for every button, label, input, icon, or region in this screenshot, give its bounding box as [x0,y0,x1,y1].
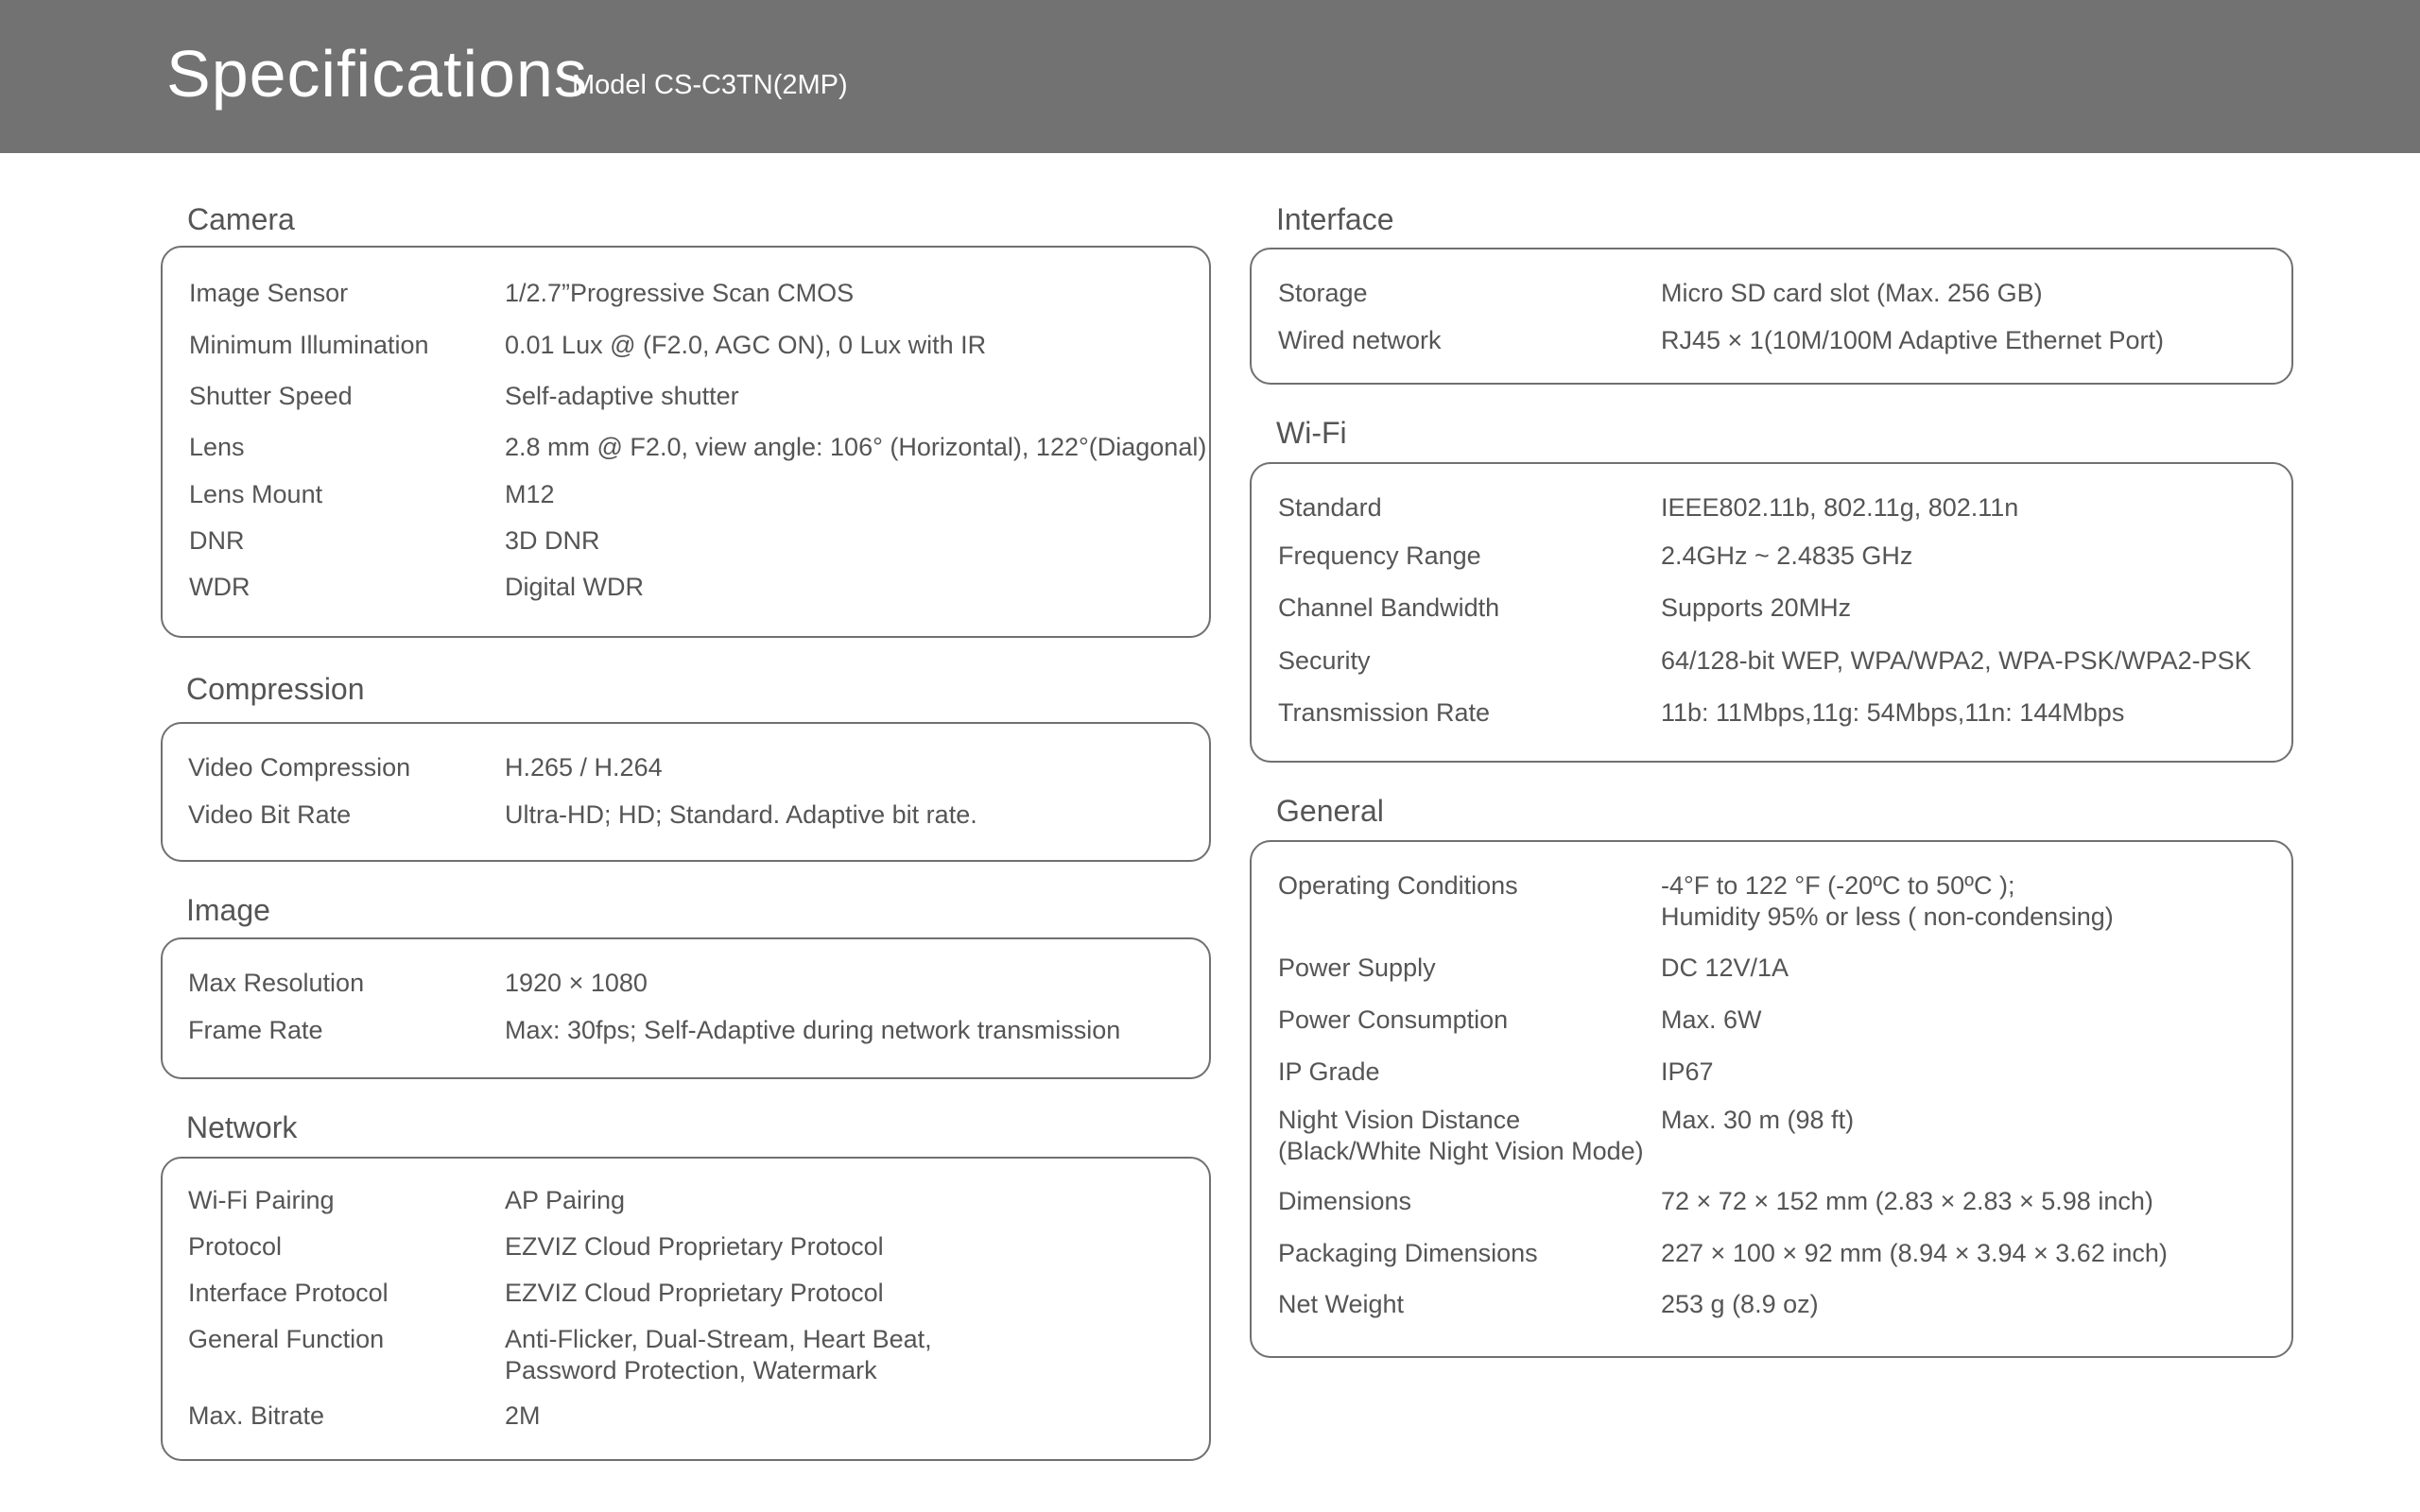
spec-box-general [1250,840,2293,1358]
spec-value: Supports 20MHz [1661,593,1852,622]
header-bar [0,0,2420,153]
spec-label: Video Compression [188,753,411,782]
spec-box-compression [161,722,1211,862]
spec-label: Packaging Dimensions [1278,1239,1538,1267]
spec-box-camera [161,246,1211,638]
spec-label: Storage [1278,279,1368,307]
spec-label: Net Weight [1278,1290,1405,1318]
spec-label: Power Consumption [1278,1005,1509,1034]
spec-box-interface [1250,248,2293,385]
spec-value: Self-adaptive shutter [505,382,739,410]
spec-label: Dimensions [1278,1187,1412,1215]
spec-value: Micro SD card slot (Max. 256 GB) [1661,279,2043,307]
spec-value: 1/2.7”Progressive Scan CMOS [505,279,855,307]
spec-value: M12 [505,480,555,508]
section-title-compression: Compression [186,672,365,706]
section-title-network: Network [186,1110,298,1144]
spec-label: Minimum Illumination [189,331,429,359]
spec-label: Wired network [1278,326,1442,354]
spec-label: Night Vision Distance (Black/White Night Vision Mode) [1278,1106,1644,1165]
spec-label: Video Bit Rate [188,800,352,829]
spec-label: Lens Mount [189,480,323,508]
spec-label: Operating Conditions [1278,871,1518,900]
spec-label: Shutter Speed [189,382,353,410]
spec-value: 253 g (8.9 oz) [1661,1290,1819,1318]
spec-label: IP Grade [1278,1057,1380,1086]
spec-box-network [161,1157,1211,1461]
spec-value: EZVIZ Cloud Proprietary Protocol [505,1279,884,1307]
spec-value: Anti-Flicker, Dual-Stream, Heart Beat, Password Protection, Watermark [505,1325,932,1384]
spec-label: Standard [1278,493,1382,522]
spec-label: Max. Bitrate [188,1401,325,1430]
spec-value: Ultra-HD; HD; Standard. Adaptive bit rate. [505,800,977,829]
spec-value: 2.8 mm @ F2.0, view angle: 106° (Horizontal), 122°(Diagonal) [505,433,1207,461]
spec-value: DC 12V/1A [1661,954,1789,982]
spec-label: Wi-Fi Pairing [188,1186,335,1214]
spec-label: Power Supply [1278,954,1436,982]
spec-value: AP Pairing [505,1186,626,1214]
spec-label: General Function [188,1325,385,1353]
spec-value: 64/128-bit WEP, WPA/WPA2, WPA-PSK/WPA2-PSK [1661,646,2252,675]
spec-label: Image Sensor [189,279,349,307]
spec-value: Max. 30 m (98 ft) [1661,1106,1855,1134]
section-title-interface: Interface [1276,202,1394,236]
spec-label: Frequency Range [1278,541,1481,570]
spec-label: Interface Protocol [188,1279,389,1307]
spec-label: Lens [189,433,245,461]
spec-value: H.265 / H.264 [505,753,663,782]
spec-label: Transmission Rate [1278,698,1491,727]
section-title-wifi: Wi-Fi [1276,416,1347,450]
spec-value: -4°F to 122 °F (-20ºC to 50ºC ); Humidity 95% or less ( non-condensing) [1661,871,2114,931]
section-title-camera: Camera [187,202,295,236]
spec-value: 11b: 11Mbps,11g: 54Mbps,11n: 144Mbps [1661,698,2125,727]
spec-value: 3D DNR [505,526,600,555]
spec-value: 2.4GHz ~ 2.4835 GHz [1661,541,1913,570]
spec-value: RJ45 × 1(10M/100M Adaptive Ethernet Port) [1661,326,2165,354]
spec-value: 227 × 100 × 92 mm (8.94 × 3.94 × 3.62 inch) [1661,1239,2168,1267]
section-title-image: Image [186,893,270,927]
spec-label: Channel Bandwidth [1278,593,1500,622]
spec-label: Protocol [188,1232,283,1261]
spec-label: Max Resolution [188,969,365,997]
spec-value: 2M [505,1401,541,1430]
spec-value: EZVIZ Cloud Proprietary Protocol [505,1232,884,1261]
spec-value: 0.01 Lux @ (F2.0, AGC ON), 0 Lux with IR [505,331,987,359]
spec-value: IP67 [1661,1057,1714,1086]
spec-box-wifi [1250,462,2293,763]
spec-value: 72 × 72 × 152 mm (2.83 × 2.83 × 5.98 inch) [1661,1187,2153,1215]
page-title: Specifications [166,37,588,111]
spec-value: Max. 6W [1661,1005,1762,1034]
spec-value: IEEE802.11b, 802.11g, 802.11n [1661,493,2019,522]
spec-label: Security [1278,646,1371,675]
spec-box-image [161,937,1211,1079]
spec-value: 1920 × 1080 [505,969,648,997]
section-title-general: General [1276,794,1384,828]
spec-label: WDR [189,573,251,601]
spec-label: DNR [189,526,245,555]
spec-value: Max: 30fps; Self-Adaptive during network transmission [505,1016,1121,1044]
spec-value: Digital WDR [505,573,645,601]
spec-label: Frame Rate [188,1016,323,1044]
model-number: Model CS-C3TN(2MP) [572,70,848,100]
